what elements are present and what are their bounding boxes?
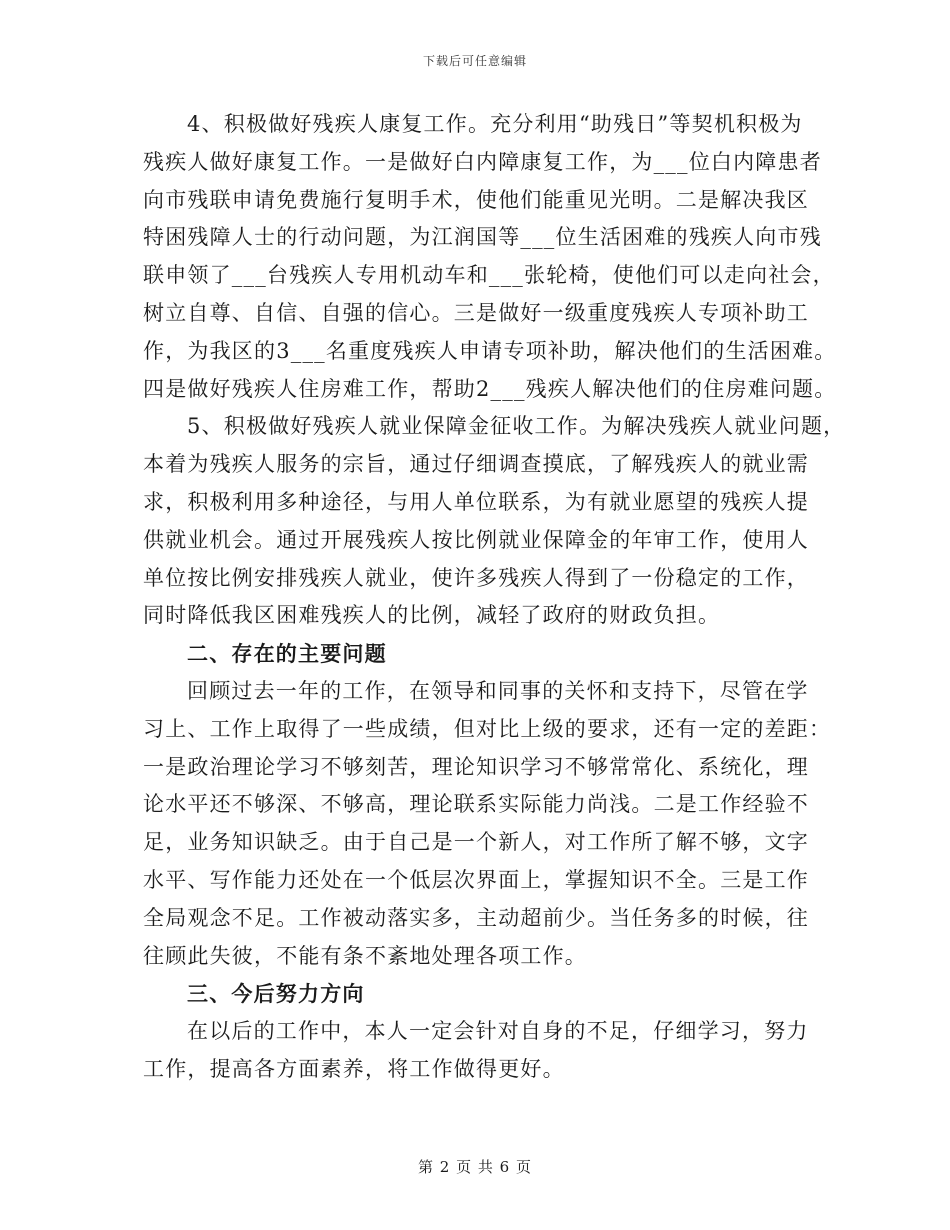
text-line: 供就业机会。通过开展残疾人按比例就业保障金的年审工作，使用人	[143, 527, 809, 552]
text-line: 4、积极做好残疾人康复工作。充分利用“助残日”等契机积极为	[187, 112, 803, 136]
text-line: 习上、工作上取得了一些成绩，但对比上级的要求，还有一定的差距：	[143, 716, 832, 741]
text-line: 求，积极利用多种途径，与用人单位联系，为有就业愿望的残疾人提	[143, 489, 809, 514]
text-line: 向市残联申请免费施行复明手术，使他们能重见光明。二是解决我区	[143, 187, 809, 212]
text-line: 作，为我区的3___名重度残疾人申请专项补助，解决他们的生活困难。	[143, 338, 837, 363]
text-line: 本着为残疾人服务的宗旨，通过仔细调查摸底，了解残疾人的就业需	[143, 452, 809, 477]
text-line: 工作，提高各方面素养，将工作做得更好。	[143, 1056, 565, 1081]
text-line: 单位按比例安排残疾人就业，使许多残疾人得到了一份稳定的工作，	[143, 565, 809, 590]
page-header: 下载后可任意编辑	[422, 54, 527, 68]
text-line: 联申领了___台残疾人专用机动车和___张轮椅，使他们可以走向社会，	[143, 263, 835, 288]
text-line: 同时降低我区困难残疾人的比例，减轻了政府的财政负担。	[143, 603, 721, 628]
text-line: 一是政治理论学习不够刻苦，理论知识学习不够常常化、系统化，理	[143, 754, 809, 779]
paragraph-direction	[143, 1013, 823, 1089]
paragraph-problems	[143, 673, 832, 975]
text-line: 树立自尊、自信、自强的信心。三是做好一级重度残疾人专项补助工	[143, 300, 809, 325]
paragraph-employment	[143, 408, 846, 635]
paragraph-rehabilitation	[143, 106, 837, 408]
text-line: 特困残障人士的行动问题，为江润国等___位生活困难的残疾人向市残	[143, 225, 822, 250]
text-line: 往顾此失彼，不能有条不紊地处理各项工作。	[143, 943, 587, 968]
section-heading-problems: 二、存在的主要问题	[187, 641, 387, 667]
text-line: 残疾人做好康复工作。一是做好白内障康复工作，为___位白内障患者	[143, 149, 822, 174]
text-line: 5、积极做好残疾人就业保障金征收工作。为解决残疾人就业问题，	[187, 414, 846, 439]
section-heading-direction: 三、今后努力方向	[187, 981, 365, 1007]
text-line: 在以后的工作中，本人一定会针对自身的不足，仔细学习，努力	[187, 1019, 809, 1044]
document-body	[143, 106, 846, 1089]
text-line: 足，业务知识缺乏。由于自己是一个新人，对工作所了解不够，文字	[143, 830, 809, 855]
page-footer: 第 2 页 共 6 页	[418, 1158, 532, 1176]
text-line: 水平、写作能力还处在一个低层次界面上，掌握知识不全。三是工作	[143, 867, 809, 892]
text-line: 回顾过去一年的工作，在领导和同事的关怀和支持下，尽管在学	[187, 678, 809, 703]
text-line: 论水平还不够深、不够高，理论联系实际能力尚浅。二是工作经验不	[143, 792, 809, 817]
text-line: 全局观念不足。工作被动落实多，主动超前少。当任务多的时候，往	[143, 905, 809, 930]
text-line: 四是做好残疾人住房难工作，帮助2___残疾人解决他们的住房难问题。	[143, 376, 837, 401]
